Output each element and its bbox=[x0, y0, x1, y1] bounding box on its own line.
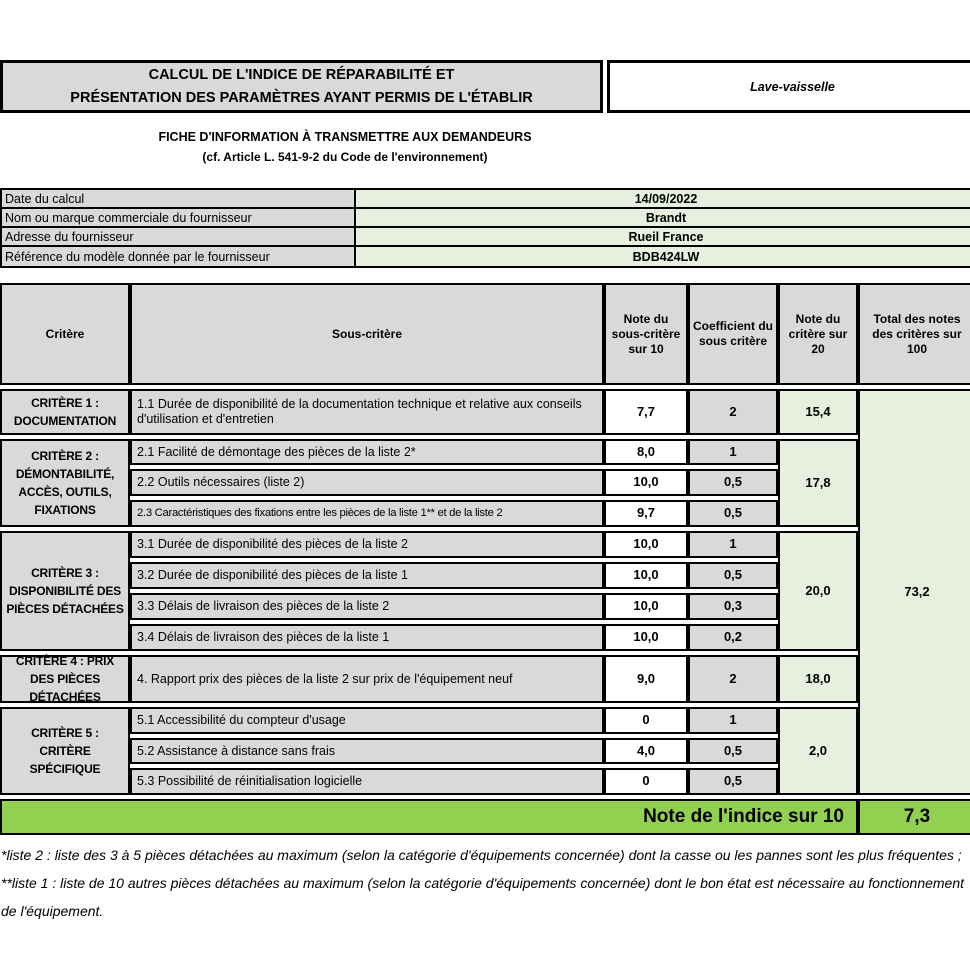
col-header-coefficient: Coefficient du sous critère bbox=[688, 283, 778, 385]
criterion-3-label: CRITÈRE 3 : DISPONIBILITÉ DES PIÈCES DÉTACHÉES bbox=[0, 531, 130, 651]
col-header-note-sous-critere: Note du sous-critère sur 10 bbox=[604, 283, 688, 385]
subcriterion-3-2-label: 3.2 Durée de disponibilité des pièces de la liste 1 bbox=[130, 562, 604, 589]
subcriterion-1-1-label: 1.1 Durée de disponibilité de la documentation technique et relative aux conseils d'utilisation et d'entretien bbox=[130, 389, 604, 435]
subcriterion-4-label: 4. Rapport prix des pièces de la liste 2 sur prix de l'équipement neuf bbox=[130, 655, 604, 703]
subcriterion-5-3-coef: 0,5 bbox=[688, 768, 778, 795]
supplier-info-table bbox=[0, 188, 970, 268]
info-label-date: Date du calcul bbox=[2, 190, 356, 207]
subcriterion-3-1-coef: 1 bbox=[688, 531, 778, 558]
footnote-liste-1: **liste 1 : liste de 10 autres pièces détachées au maximum (selon la catégorie d'équipements concernée) dont le bon état est nécessaire au fonctionnement de l'équipement. bbox=[1, 875, 965, 919]
criterion-5-score20: 2,0 bbox=[778, 707, 858, 795]
subcriterion-3-4-label: 3.4 Délais de livraison des pièces de la liste 1 bbox=[130, 624, 604, 651]
subcriterion-3-3-note: 10,0 bbox=[604, 593, 688, 620]
product-category-box bbox=[607, 60, 970, 113]
document-title-box bbox=[0, 60, 603, 113]
subtitle-line2: (cf. Article L. 541-9-2 du Code de l'environnement) bbox=[202, 150, 488, 164]
subcriterion-5-2-coef: 0,5 bbox=[688, 738, 778, 764]
subcriterion-3-2-note: 10,0 bbox=[604, 562, 688, 589]
total-score-100-cell: 73,2 bbox=[858, 389, 970, 795]
subcriterion-2-3-coef: 0,5 bbox=[688, 500, 778, 527]
subcriterion-2-1-coef: 1 bbox=[688, 439, 778, 465]
info-value-address: Rueil France bbox=[356, 228, 970, 245]
subtitle-block bbox=[0, 130, 690, 164]
subtitle-line1: FICHE D'INFORMATION À TRANSMETTRE AUX DEMANDEURS bbox=[158, 130, 532, 144]
subcriterion-3-4-note: 10,0 bbox=[604, 624, 688, 651]
info-value-date: 14/09/2022 bbox=[356, 190, 970, 207]
subcriterion-2-3-note: 9,7 bbox=[604, 500, 688, 527]
subcriterion-5-2-label: 5.2 Assistance à distance sans frais bbox=[130, 738, 604, 764]
document-title-line2: PRÉSENTATION DES PARAMÈTRES AYANT PERMIS DE L'ÉTABLIR bbox=[70, 89, 533, 106]
criterion-5-label: CRITÈRE 5 : CRITÈRE SPÉCIFIQUE bbox=[0, 707, 130, 795]
subcriterion-1-1-coef: 2 bbox=[688, 389, 778, 435]
criterion-4-score20: 18,0 bbox=[778, 655, 858, 703]
index-score-label: Note de l'indice sur 10 bbox=[0, 799, 858, 835]
criterion-2-score20: 17,8 bbox=[778, 439, 858, 527]
subcriterion-4-coef: 2 bbox=[688, 655, 778, 703]
table-row bbox=[2, 228, 970, 247]
subcriterion-1-1-note: 7,7 bbox=[604, 389, 688, 435]
subcriterion-2-1-note: 8,0 bbox=[604, 439, 688, 465]
criterion-1-score20: 15,4 bbox=[778, 389, 858, 435]
subcriterion-3-1-label: 3.1 Durée de disponibilité des pièces de la liste 2 bbox=[130, 531, 604, 558]
subcriterion-2-2-coef: 0,5 bbox=[688, 469, 778, 496]
info-label-address: Adresse du fournisseur bbox=[2, 228, 356, 245]
col-header-critere: Critère bbox=[0, 283, 130, 385]
criterion-1-label: CRITÈRE 1 : DOCUMENTATION bbox=[0, 389, 130, 435]
col-header-sous-critere: Sous-critère bbox=[130, 283, 604, 385]
subcriterion-2-2-label: 2.2 Outils nécessaires (liste 2) bbox=[130, 469, 604, 496]
subcriterion-2-1-label: 2.1 Facilité de démontage des pièces de la liste 2* bbox=[130, 439, 604, 465]
subcriterion-3-4-coef: 0,2 bbox=[688, 624, 778, 651]
table-row bbox=[2, 190, 970, 209]
subcriterion-3-1-note: 10,0 bbox=[604, 531, 688, 558]
subcriterion-4-note: 9,0 bbox=[604, 655, 688, 703]
subcriterion-5-1-label: 5.1 Accessibilité du compteur d'usage bbox=[130, 707, 604, 734]
footnotes bbox=[1, 841, 967, 925]
criterion-3-score20: 20,0 bbox=[778, 531, 858, 651]
info-value-model: BDB424LW bbox=[356, 247, 970, 266]
criteria-table bbox=[0, 283, 970, 835]
subcriterion-2-2-note: 10,0 bbox=[604, 469, 688, 496]
subcriterion-3-2-coef: 0,5 bbox=[688, 562, 778, 589]
subcriterion-5-2-note: 4,0 bbox=[604, 738, 688, 764]
document-title-line1: CALCUL DE L'INDICE DE RÉPARABILITÉ ET bbox=[148, 67, 455, 84]
product-category-label: Lave-vaisselle bbox=[750, 79, 835, 94]
subcriterion-5-1-note: 0 bbox=[604, 707, 688, 734]
subcriterion-5-1-coef: 1 bbox=[688, 707, 778, 734]
footnote-liste-2: *liste 2 : liste des 3 à 5 pièces détachées au maximum (selon la catégorie d'équipements concernée) dont la casse ou les pannes sont les plus fréquentes ; bbox=[1, 847, 962, 863]
subcriterion-3-3-coef: 0,3 bbox=[688, 593, 778, 620]
subcriterion-5-3-label: 5.3 Possibilité de réinitialisation logicielle bbox=[130, 768, 604, 795]
subcriterion-2-3-label: 2.3 Caractéristiques des fixations entre les pièces de la liste 1** et de la liste 2 bbox=[130, 500, 604, 527]
col-header-total-100: Total des notes des critères sur 100 bbox=[858, 283, 970, 385]
criterion-4-label: CRITÈRE 4 : PRIX DES PIÈCES DÉTACHÉES bbox=[0, 655, 130, 703]
info-label-brand: Nom ou marque commerciale du fournisseur bbox=[2, 209, 356, 226]
index-score-value: 7,3 bbox=[858, 799, 970, 835]
subcriterion-3-3-label: 3.3 Délais de livraison des pièces de la liste 2 bbox=[130, 593, 604, 620]
table-row bbox=[2, 209, 970, 228]
criterion-2-label: CRITÈRE 2 : DÉMONTABILITÉ, ACCÈS, OUTILS, FIXATIONS bbox=[0, 439, 130, 527]
col-header-note-critere-20: Note du critère sur 20 bbox=[778, 283, 858, 385]
table-row bbox=[2, 247, 970, 266]
info-label-model: Référence du modèle donnée par le fournisseur bbox=[2, 247, 356, 266]
info-value-brand: Brandt bbox=[356, 209, 970, 226]
subcriterion-5-3-note: 0 bbox=[604, 768, 688, 795]
